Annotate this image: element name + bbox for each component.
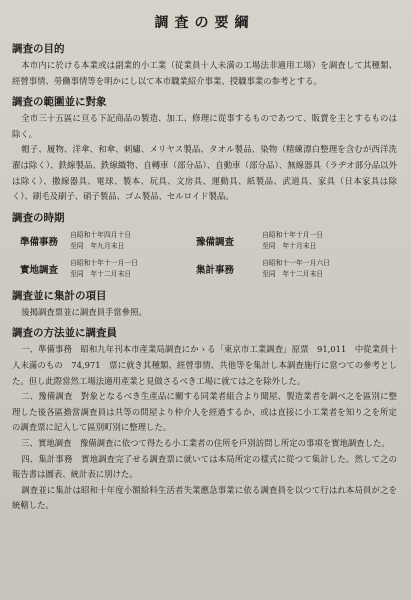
schedule-role: 豫備調査 [196,237,235,249]
schedule-from: 自昭和十年十月一日 [262,230,324,239]
purpose-heading: 調査の目的 [12,43,65,55]
schedule-dates [70,257,192,285]
method-paragraph: 三、實地調査 豫備調査に依つて得たる小工業者の住所を戶別訪問し所定の事項を實地調査した。 [21,437,390,448]
items-heading: 調査並に集計の項目 [12,289,107,302]
schedule-dates [262,229,397,257]
method-paragraph: 二、豫備調査 對象となるべき生產品に關する同業者組合より聞屋、製造業者を調べ之を區別に整理した後各區擔當調査員は共等の問屋より仲介人を經過するか、或は直接に小工業者を知り之を所定の調査票に記入して區別町別に整理した。 [12,391,397,433]
period-schedule [12,229,397,285]
method-paragraph: 四、集計事務 實地調査完了せる調査票に就いては本局所定の樣式に從つて集計した。然して之の報告書は圖表、統計表に別けた。 [12,453,397,480]
items-body: 後揭調査票並に調査員手當參照。 [21,306,147,317]
schedule-to: 至同 年十月末日 [262,241,317,250]
method-heading: 調査の方法並に調査員 [12,327,117,340]
schedule-to: 至同 年十二月末日 [70,269,132,278]
schedule-to: 至同 年十二月末日 [262,269,324,278]
schedule-role: 集計事務 [196,265,235,277]
schedule-dates [70,229,192,257]
scope-items: 帽子、履物、洋傘、和傘、刺繡、メリヤス製品、タオル製品、染物（精練漂白整理を含むが西洋洗濯は除く）、鉄線製品、鉄線織物、自轉車（部分品）、自動車（部分品）、無線器具（ラヂオ部分品以外は除く）、撒線器具、電球、製本、玩具、文房具、運動具、紙製品、武道具、家具（日本家具は除く）、刷毛及刷子、硝子製品、ゴム製品、セルロイド製品。 [12,144,397,202]
schedule-role: 準備事務 [20,237,59,249]
schedule-from: 自昭和十一年一月六日 [262,258,330,267]
scope-intro: 全市三十五區に亘る下記商品の製造、加工、修理に從事するものであつて、販賣を主とするものは除く。 [12,113,397,139]
schedule-to: 至同 年九月末日 [70,241,125,250]
scope-heading: 調査の範圍並に對象 [12,96,107,109]
schedule-dates [262,257,397,285]
schedule-role: 實地調査 [20,265,59,277]
schedule-from: 自昭和十年十一月一日 [70,258,138,267]
period-heading: 調査の時期 [12,211,65,224]
method-paragraph: 調査並に集計は昭和十年度小額給料生活者失業應急事業に依る調査員を以つて行はれ本局員が之を統轄した。 [12,484,397,511]
schedule-from: 自昭和十年四月十日 [70,230,132,239]
purpose-body: 本市内に於ける本業或は副業的小工業（従業員十人未満の工場法非適用工場）を調査して其種類、經營事情、勞働事情等を明かにし以て本市職業紹介事業、授職事業の参考とする。 [12,60,397,86]
document-title: 調査の要綱 [154,15,255,31]
method-paragraph: 一、準備事務 昭和九年刊本市產業局調査にかゝる「東京市工業調査」原票 91,011 中從業員十人未滿のもの 74,971 票に就き其種類、經營事情、共他等を集計し本調査施行に當つての參考とした。但し此際當然工場法適用產業と見做さるべき工場に就ては之を除外した。 [12,344,397,386]
